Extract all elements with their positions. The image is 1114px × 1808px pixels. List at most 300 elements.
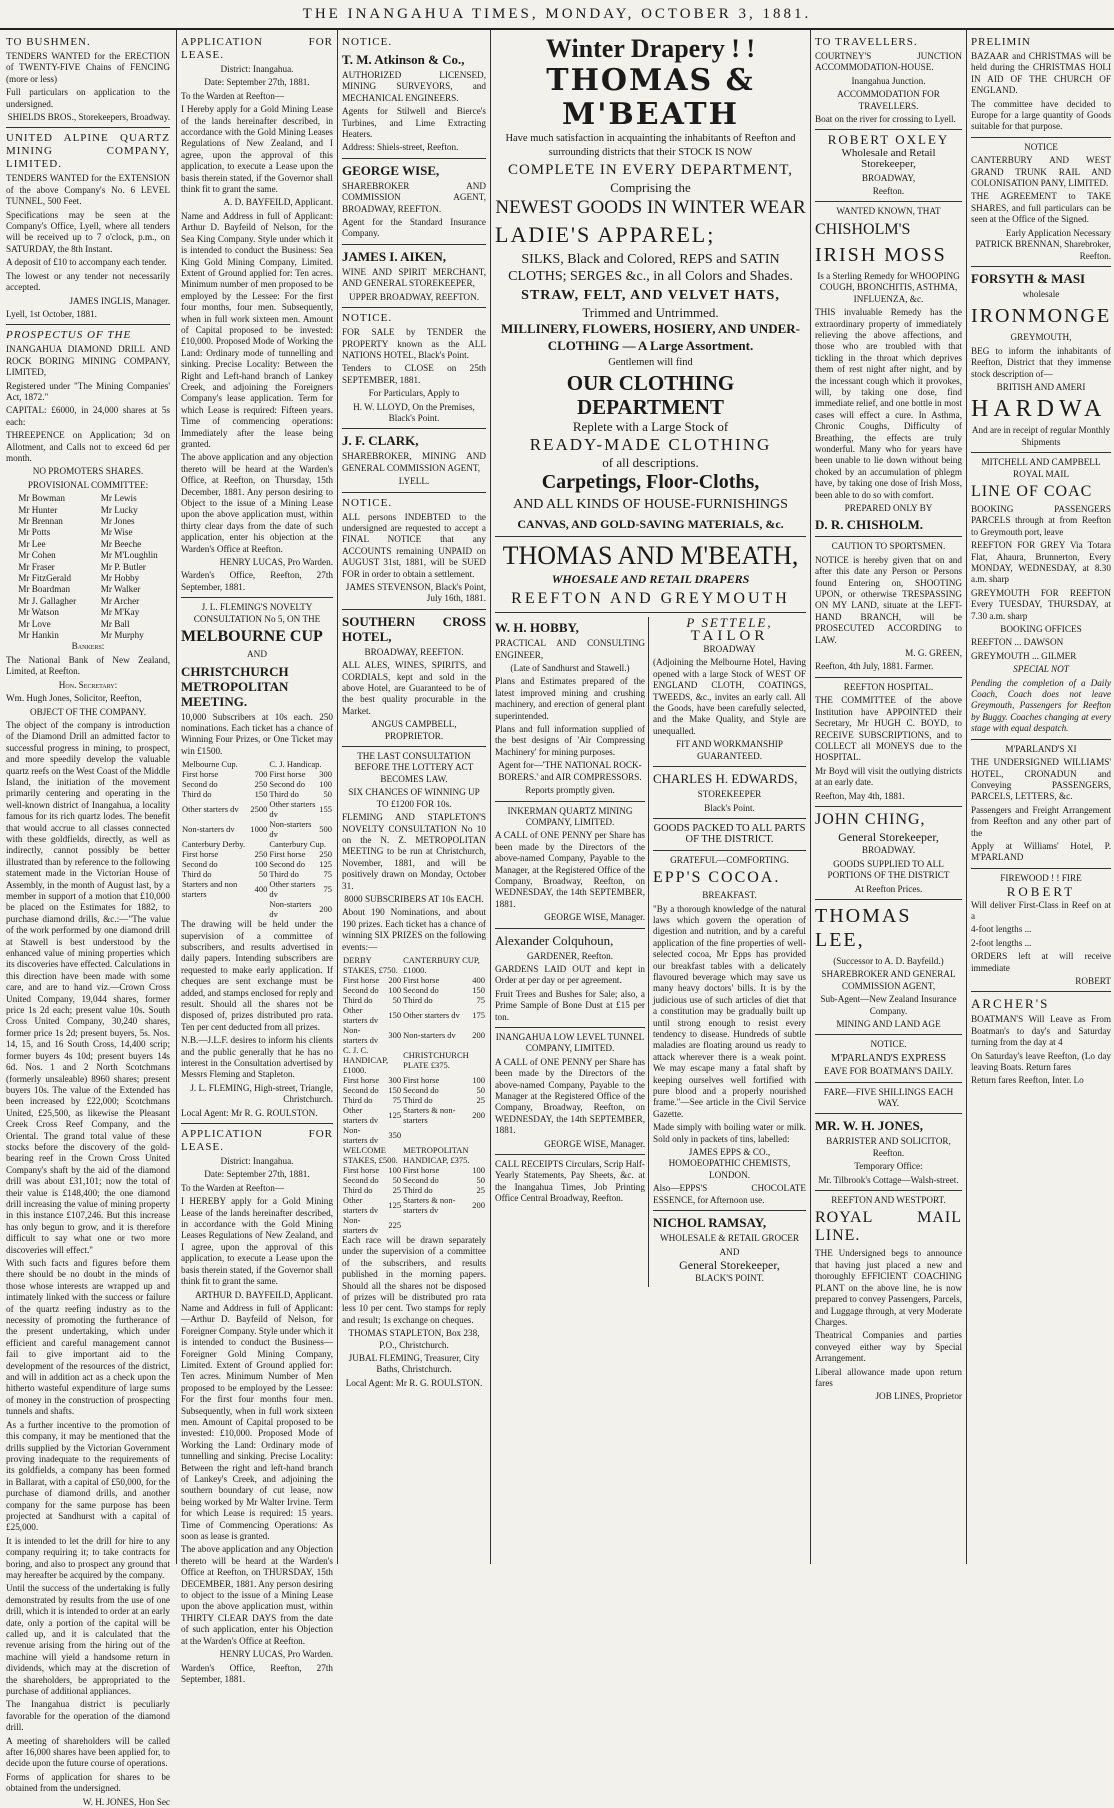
ad-text: PROVISIONAL COMMITTEE: <box>27 479 149 490</box>
ad-text: wholesale <box>1022 288 1060 299</box>
ad-text: EAVE FOR BOATMAN'S DAILY. <box>823 1066 954 1077</box>
ad-text: NO PROMOTERS SHARES. <box>32 466 144 477</box>
prize-row: Other starters dv 125 Starters & non-starters dv 200 <box>343 1194 485 1215</box>
ad-heading: OBJECT OF THE COMPANY. <box>29 706 147 717</box>
ad-heading: NOTICE. <box>342 496 393 509</box>
ad-body: GARDENS LAID OUT and kept in Order at per day or per agreement. <box>495 963 645 986</box>
ad-text: REEFTON AND GREYMOUTH <box>511 590 790 608</box>
ad-text: Reports promptly given. <box>525 785 615 796</box>
prize-table: Melbourne Cup. C. J. Handicap. First horse 700 First horse 300 Second do 250 Second do 100 Third do 150 Third do 50 Other starters dv 2500 Other starters dv 155 Non-starters dv 1000 Non-starters dv 500 Canterbury Derby. Canterbury Cup. First horse 250 First horse 250 Second do 100 Second do 125 Third do 50 Third do 75 Starters and non starters 400 Other starters dv 75 Non-starters dv 200 <box>182 759 332 920</box>
prize-row: Non-starters dv 350 <box>343 1124 402 1145</box>
ad-body: 10,000 Subscribers at 10s each. 250 nominations. Each ticket has a chance of Winning Four Prizes, or One Ticket may win £1500. <box>181 711 333 756</box>
ad-body: Forms of application for shares to be obtained from the undersigned. <box>6 1771 170 1794</box>
ad-title: THOMAS LEE, <box>815 904 912 951</box>
ad-heading: NOTICE. <box>342 36 393 48</box>
prize-row: First horse 300 First horse 100 <box>343 1074 485 1085</box>
ad-text: To the Warden at Reefton— <box>181 90 285 101</box>
ad-text: FIT AND WORKMANSHIP GUARANTEED. <box>676 739 783 761</box>
ad-body: Also—EPPS'S CHOCOLATE ESSENCE, for Afternoon use. <box>653 1183 806 1205</box>
prize-row: Second do 100 Second do 125 <box>182 859 332 870</box>
column-divider <box>337 30 338 1564</box>
ad-text: BLACK'S POINT. <box>695 1273 764 1284</box>
ad-headline: AND ALL KINDS OF HOUSE-FURNISHINGS <box>513 497 788 513</box>
ad-text: A deposit of £10 to accompany each tender. <box>6 257 167 268</box>
committee-member: Mr Murphy <box>100 630 144 641</box>
ad-heading: PRELIMIN <box>971 36 1031 48</box>
prize-row: First horse 700 First horse 300 <box>182 769 332 780</box>
ad-body: Pending the completion of a Daily Coach, Coach does not leave Greymouth, Passengers for Reefton by Buggy. Coaches changing at every stage with equal despatch. <box>971 677 1111 734</box>
ad-text: Wholesale and Retail Storekeeper, <box>841 146 936 171</box>
ad-body: Passengers and Freight Arrangement from Reefton and any other part of the <box>971 804 1111 838</box>
ad-signature: A. D. BAYFEILD, Applicant. <box>223 197 333 208</box>
prize-row: Second do 100 Second do 150 <box>343 984 485 995</box>
committee-member: Mr Love <box>18 618 51 629</box>
ad-title: Winter Drapery ! ! <box>545 34 756 63</box>
prize-row: Second do 150 Second do 50 <box>343 1084 485 1095</box>
ad-text: And are in receipt of regular Monthly Shipments <box>971 425 1111 447</box>
ad-text: Agent for—'THE NATIONAL ROCK-BORERS.' and AIR COMPRESSORS. <box>498 760 642 782</box>
ad-text: REEFTON ... DAWSON <box>971 637 1064 648</box>
committee-member: Mr Cohen <box>18 550 56 561</box>
ad-body: THE Undersigned begs to announce that having just placed a new and thoroughly EFFICIENT COACHING PLANT on the above line, he is now prepared to convey Passengers, Parcels, and Luggage through, at very Moderate Charges. <box>815 1248 962 1327</box>
ad-heading: TO TRAVELLERS. <box>815 36 918 48</box>
ad-body: THE AGREEMENT to TAKE SHARES, and full particulars can be seen at the Office of the Signed. <box>971 191 1111 225</box>
column-4 <box>495 34 806 1560</box>
ad-text: M'PARLAND'S EXPRESS <box>830 1052 947 1064</box>
sub-columns <box>495 617 806 1287</box>
ad-body: I Hereby apply for a Gold Mining Lease of the lands hereinafter described, in accordance with the Gold Mining Leases Regulations of New Zealand, and I agree, upon the approval of this application, to execute a Lease upon the basis therein stated, if the Governor shall think fit to grant the same. <box>181 104 333 195</box>
ad-text: Reefton. <box>872 186 905 197</box>
ad-body: Mr Boyd will visit the outlying districts at an early date. <box>815 765 962 788</box>
ad-headline: Carpetings, Floor-Cloths, <box>541 471 760 494</box>
ad-body: Apply at Williams' Hotel, P. M'PARLAND <box>971 840 1111 863</box>
ad-text: Gentlemen will find <box>608 356 693 368</box>
ad-signature: H. W. LLOYD, On the Premises, Black's Point. <box>353 401 475 423</box>
prize-row: First horse 250 First horse 250 <box>182 849 332 860</box>
ad-headline: LADIE'S APPAREL; <box>495 221 716 247</box>
committee-member: Mr Brennan <box>18 516 63 526</box>
ad-headline: COMPLETE IN EVERY DEPARTMENT, <box>507 162 794 178</box>
sub-column-left <box>495 617 649 1287</box>
ad-text: Wm. Hugh Jones, Solicitor, Reefton, <box>6 693 142 704</box>
ad-signature: ANGUS CAMPBELL, PROPRIETOR. <box>371 719 457 741</box>
ad-heading: FIREWOOD ! ! FIRE <box>1000 872 1082 883</box>
ad-body: The drawing will be held under the supervision of a committee of subscribers, and results advertised in daily papers. Intending subscribers are requested to make early application. If cheques are sent exchange must be added, and stamps enclosed for reply and result. Should all the shares not be disposed of, prizes distributed pro rata. Ten per cent deducted from all prizes. <box>181 919 333 1032</box>
ad-body: GREYMOUTH FOR REEFTON Every TUESDAY, THURSDAY, at 7.30 a.m. sharp <box>971 587 1111 621</box>
committee-member: Mr P. Butler <box>100 561 146 572</box>
ad-text: Replete with a Large Stock of <box>572 419 729 435</box>
ad-body: BEG to inform the inhabitants of Reefton, District that they immense stock description of— <box>971 345 1111 379</box>
committee-member: Mr Lewis <box>100 493 137 504</box>
committee-member: Mr FitzGerald <box>18 573 72 584</box>
ad-body: Agent for the Standard Insurance Company. <box>342 217 486 239</box>
sub-column-right <box>653 617 806 1287</box>
column-divider <box>490 30 491 1564</box>
ad-title: FORSYTH & MASI <box>971 270 1086 286</box>
ad-text: (Late of Sandhurst and Stawell.) <box>510 663 630 674</box>
ad-body: I HEREBY apply for a Gold Mining Lease of the lands hereinafter described, in accordance with the Gold Mining Leases Regulations of New Zealand, and I agree, upon the approval of this application, to execute a Lease upon the basis therein stated, if the Governor shall think fit to grant the same. <box>181 1196 333 1287</box>
ad-title: HARDWA <box>971 396 1107 423</box>
committee-member: Mr Ball <box>100 618 130 629</box>
committee-member: Mr Boardman <box>18 584 71 595</box>
ad-heading: APPLICATION FOR LEASE. <box>181 36 333 61</box>
column-3 <box>342 34 486 1560</box>
ad-body: With such facts and figures before them there should be no doubt in the minds of those whose interests are wrapped up and intimately linked with the success or failure of the quartz reefing industry as to the necessity of promoting the furtherance of the present undertaking, which under efficient and careful management cannot fail to give important aid to the development of the resources of the district, and will in addition act as a check upon the hitherto wasteful expenditure of large sums of money in the construction of prospecting tunnels and shafts. <box>6 1258 170 1417</box>
committee-member: Mr M'Kay <box>100 607 140 618</box>
committee-member: Mr Watson <box>18 607 59 618</box>
ad-body: A CALL of ONE PENNY per Share has been made by the Directors of the above-named Company, Payable to the Manager, at the Registered Office of the Company, Broadway, Reefton, on WEDNESDAY, the 14th SEPTEMBER, 1881. <box>495 830 645 909</box>
ad-title: J. F. CLARK, <box>342 433 419 449</box>
ad-text: CAPITAL: £6000, in 24,000 shares at 5s each: <box>6 405 170 427</box>
ad-text: Local Agent: Mr R. G. ROULSTON. <box>345 1377 483 1388</box>
ad-title: ARCHER'S <box>971 996 1050 1012</box>
ad-date: Lyell, 1st October, 1881. <box>6 308 97 319</box>
ad-title: TAILOR <box>690 627 769 644</box>
ad-text: Trimmed and Untrimmed. <box>582 304 719 320</box>
ad-heading: NOTICE. <box>870 1039 907 1050</box>
ad-body: FLEMING AND STAPLETON'S NOVELTY CONSULTATION No 10 on the N. Z. METROPOLITAN MEETING to be run at Christchurch, November, 1881, and will be positively drawn on Monday, October 31. <box>342 812 486 891</box>
ad-signature: JAMES INGLIS, Manager. <box>69 295 170 306</box>
ad-text: BOOKING OFFICES <box>1000 624 1082 635</box>
ad-signature: HENRY LUCAS, Pro Warden. <box>219 557 333 568</box>
ad-text: (Successor to A. D. Bayfeild.) <box>833 955 944 966</box>
committee-member: Mr Potts <box>18 527 51 538</box>
prize-row: Non-starters dv 300 Non-starters dv 200 <box>343 1024 485 1045</box>
ad-body: On Saturday's leave Reefton, (Lo day leaving Boats. Return fares <box>971 1050 1111 1073</box>
ad-body: About 190 Nominations, and about 190 prizes. Each ticket has a chance of winning SIX PRIZES on the following events:— <box>342 907 486 952</box>
ad-text: Address: Shiels-street, Reefton. <box>342 142 459 153</box>
ad-body: BOOKING PASSENGERS PARCELS through at from Reefton to Greymouth port, leave <box>971 503 1111 537</box>
ad-text: Boat on the river for crossing to Lyell. <box>815 114 956 125</box>
ad-title: ROBERT <box>1006 884 1076 900</box>
ad-text: FARE—FIVE SHILLINGS EACH WAY. <box>823 1086 954 1109</box>
committee-member: Mr Lee <box>18 538 46 549</box>
ad-signature: SHIELDS BROS., Storekeepers, Broadway. <box>7 112 170 123</box>
prize-row: Other starters dv 2500 Other starters dv 155 <box>182 799 332 820</box>
ad-headline: STRAW, FELT, AND VELVET HATS, <box>521 287 780 303</box>
ad-headline: MILLINERY, FLOWERS, HOSIERY, AND UNDER-CLOTHING — A Large Assortment. <box>501 320 800 353</box>
ad-heading: REEFTON AND WESTPORT. <box>831 1195 946 1206</box>
ad-text: GARDENER, Reefton. <box>527 950 613 961</box>
ad-heading: UNITED ALPINE QUARTZ MINING COMPANY, LIMITED. <box>6 132 170 171</box>
firm-name: THOMAS & M'BEATH <box>546 63 755 132</box>
prize-row: Other starters dv 150 Other starters dv 175 <box>343 1004 485 1025</box>
ad-body: It is intended to let the drill for hire to any company requiring it; to take contracts for boring, and also to prospect any ground that may hereafter be acquired by the company. <box>6 1535 170 1580</box>
column-divider <box>810 30 811 1564</box>
ad-headline: READY-MADE CLOTHING <box>529 434 772 454</box>
ad-signature: JOB LINES, Proprietor <box>875 1391 962 1402</box>
ad-text: GREYMOUTH ... GILMER <box>971 650 1077 661</box>
prize-row: Non-starters dv 1000 Non-starters dv 500 <box>182 819 332 840</box>
ad-signature: Early Application Necessary PATRICK BRENNAN, Sharebroker, Reefton. <box>975 227 1111 261</box>
ad-body: Fruit Trees and Bushes for Sale; also, a Prime Sample of Bone Dust at £15 per ton. <box>495 988 645 1022</box>
ad-title: SOUTHERN CROSS HOTEL, <box>342 613 486 644</box>
prize-row: Second do 250 Second do 100 <box>182 779 332 790</box>
ad-heading: SPECIAL NOT <box>1013 664 1069 675</box>
ad-text: Full particulars on application to the undersigned. <box>6 87 170 109</box>
ad-body: BAZAAR and CHRISTMAS will be held during the CHRISTMAS HOLI IN AID OF THE CHURCH OF ENGLAND. <box>971 51 1111 96</box>
ad-headline: OUR CLOTHING DEPARTMENT <box>566 371 735 420</box>
ad-date: Reefton, 4th July, 1881. Farmer. <box>815 661 934 672</box>
ad-body: NOTICE is hereby given that on and after this date any Person or Persons found Entering on, SHOOTING UPON, or otherwise TRESPASSING ON MY LAND, situate at the LEFT-HAND BRANCH, will be PROSECUTED ACCORDING to LAW. <box>815 554 962 645</box>
ad-text: Comprising the <box>610 180 691 195</box>
ad-body: A meeting of shareholders will be called after 16,000 shares have been applied for, to decide upon the future course of operations. <box>6 1735 170 1769</box>
ad-heading: SIX CHANCES OF WINNING UP TO £1200 FOR 10s. <box>348 787 480 809</box>
ad-body: THE COMMITTEE of the above Institution have APPOINTED their Secretary, Mr HUGH C. BOYD, to RECEIVE SUBSCRIPTIONS, and to COLLECT all MONEYS due to the HOSPITAL. <box>815 695 962 763</box>
committee-member: Mr Fraser <box>18 561 55 572</box>
ad-signature: W. H. JONES, Hon Sec <box>82 1796 170 1807</box>
ad-body: Name and Address in full of Applicant:—Arthur D. Bayfeild of Nelson, for Foreigner Company. Style under which it is intended to conduct the Business—Foreigner Gold Mining Company, Limited. Extent of Ground applied for: Ten acres. Minimum Number of Men proposed to be employed by the Lessee: For the first four months four men. Subsequently, when in full work sixteen men. Amount of Capital proposed to be invested: £10,000. Proposed Mode of Working the Land: Ordinary mode of tunnelling and sinking. Precise Locality: Between the right and left-hand branch of Lankey's Creek, and adjoining the southern boundary of cut lease, now being worked by Mr Walter Irvine. Term for which Lease is required: 15 years. Time of Commencing Operations: As soon as lease is granted. <box>181 1302 333 1542</box>
prize-row: Third do 75 Third do 25 <box>343 1094 485 1105</box>
ad-heading: Hon. Secretary: <box>58 679 118 690</box>
ad-text: Temporary Office: <box>854 1161 923 1172</box>
ad-body: CANTERBURY AND WEST GRAND TRUNK RAIL AND COLONISATION PANY, LIMITED. <box>971 155 1111 189</box>
ad-signature: JAMES EPPS & CO., HOMOEOPATHIC CHEMISTS, LONDON. <box>668 1147 791 1180</box>
ad-title: IRONMONGE <box>971 305 1112 328</box>
ad-body: The above application and any objection thereto will be heard at the Warden's Office, at Reefton, on Thursday, 15th December, 1881. Any person desiring to Object to the issue of a Mining Lease upon the above application must, within thirty clear days from the date of such application, enter his objection at the Warden's Office at Reefton. <box>181 452 333 554</box>
ad-text: 2-foot lengths ... <box>971 937 1032 948</box>
ad-body: ORDERS left at will receive immediate <box>971 951 1111 973</box>
ad-text: The lowest or any tender not necessarily accepted. <box>6 270 170 293</box>
ad-text: 8000 SUBSCRIBERS AT 10s EACH. <box>344 893 484 904</box>
ad-text: Local Agent: Mr R. G. ROULSTON. <box>181 1107 318 1118</box>
ad-text: MINING AND LAND AGE <box>836 1019 941 1029</box>
ad-title: MR. W. H. JONES, <box>815 1118 923 1134</box>
committee-member: Mr Hobby <box>100 573 140 584</box>
ad-text: For Particulars, Apply to <box>368 388 460 399</box>
prize-row: Non-starters dv 225 <box>343 1214 402 1235</box>
ad-text: Inangahua Junction. <box>851 75 926 86</box>
ad-body: Tenders to CLOSE on 25th SEPTEMBER, 1881. <box>342 363 486 385</box>
ad-body: WINE AND SPIRIT MERCHANT, AND GENERAL STOREKEEPER, <box>342 266 486 289</box>
ad-text: At Reefton Prices. <box>854 883 923 894</box>
prize-row: Starters and non starters 400 Other starters dv 75 <box>182 879 332 900</box>
ad-body: THE UNDERSIGNED WILLIAMS' HOTEL, CRONADUN and Conveying PASSENGERS, PARCELS, LETTERS, &c. <box>971 757 1111 802</box>
ad-body: The object of the company is introduction of the Diamond Drill an admitted factor to successful progress in mining, to prospect, and more speedily develop the valuable quartz reefs on the West Coast of the Middle Island, the initiation of the movement primarily centering and operating in the well-known district of Inangahua, a locality famous for its rich quartz lodes. The benefit that would accrue to all classes connected with these goldfields, directly, as well as indirectly, cannot possibly be better illustrated than by reference to the following statement made in the Victorian House of Assembly, in the month of August last, by a member in support of a motion that £10,000 be placed on the Estimates for 1882, to purchase diamond drills, &c.:—"The value of the work performed by one diamond drill at Stawell is best understood by the enhanced value of mining properties which its discoveries have effected. Calculations in this direction have been made with some care, and are to hand viz.—Crown Cross United Company, 19,044 shares, former price 1s 2d each; present value 10s. South Cross United Company, 30,240 shares, former price 1s 2d; present buyers, 5s. Nos. 14, 15, and 16 South Cross, 14,400 scrip; former buyers 4s 10d; present buyers 14s 6d. Nos. 1 and 2 North Scotchmans (formerly unsaleable) 8960 shares; present buyers 10s. The value of the Extended has been increased by £22,000; Scotchmans United, £25,500, as likewise the Pleasant Creek Cross Reef Company, and the Oriental. The grand total value of these stocks before the discovery of the gold-bearing reef in the Crown Cross United Company's shaft by the aid of the diamond drill was about £31,101; now the total of their value is £148,400; the one diamond drill increasing the value of mining property in this instance £107,246. But this increase has only begun to grow, and it is therefore difficult to say what one or two more discoveries will effect." <box>6 719 170 1255</box>
ad-body: N.B.—J.L.F. desires to inform his clients and the public generally that he has no interest in the Consultation advertised by Messrs Fleming and Stapleton. <box>181 1035 333 1080</box>
ad-text: AND <box>247 649 267 660</box>
ad-body: THIS invaluable Remedy has the extraordinary property of immediately relieving the above affections, and those who are troubled with that tickling in the throat which deprives them of rest night after night, and by the incessant cough which it provokes, will, by taking one dose, find immediate relief, and one bottle in most cases will effect a cure. In Asthma, Chronic Coughs, Difficulty of Breathing, the effects are truly wonderful. Many who for years have been unable to lie down without being choked by an accumulation of phlegm have, by taking one dose of Irish Moss, been able to do so with comfort. <box>815 307 962 500</box>
ad-body: (Adjoining the Melbourne Hotel, Having opened with a large Stock of WEST OF ENGLAND CLOTH, COATINGS, TWEEDS, &c., invites an early call. All the Goods, have been carefully selected, and the Make Quality, and Style are unequalled. <box>653 657 806 736</box>
ad-heading: INANGAHUA LOW LEVEL TUNNEL COMPANY, LIMITED. <box>495 1032 645 1054</box>
ad-text: of all descriptions. <box>602 454 699 470</box>
ad-body: Plans and Estimates prepared of the latest improved mining and crushing machinery, and erection of general plant superintended. <box>495 676 645 721</box>
committee-list <box>6 493 170 641</box>
ad-text: SHAREBROKER AND GENERAL COMMISSION AGENT, <box>821 969 956 991</box>
prize-row: First horse 100 First horse 100 <box>343 1164 485 1175</box>
ad-body: Will deliver First-Class in Reef on at a <box>971 899 1111 921</box>
ad-text: SILKS, Black and Colored, REPS and SATIN CLOTHS; SERGES &c., in all Colors and Shades. <box>508 251 793 284</box>
column-5 <box>815 34 962 1560</box>
ad-body: Name and Address in full of Applicant: Arthur D. Bayfeild of Nelson, for the Sea King Company. Style under which it is intended to conduct the Business: Sea King Gold Mining Company, Limited. Extent of Ground applied for: Ten acres. Minimum number of men proposed to be employed by the Lessee: For the first four months, four men. Subsequently, when in full work sixteen men. Amount of Capital proposed to be invested: £10,000. Proposed Mode of Working the Land: Ordinary mode of tunnelling and sinking. Precise Locality: Between the Right and Left-hand branch of Lankey Creek, and adjoining the Foreigners Company's lease application. Term for which Lease is required: Fifteen years. Time of commencing operations: Immediately after the lease being granted. <box>181 210 333 449</box>
ad-headline: NEWEST GOODS IN WINTER WEAR <box>495 196 806 218</box>
ad-text: BREAKFAST. <box>702 890 757 901</box>
ad-date: Warden's Office, Reefton, 27th September, 1881. <box>181 570 333 592</box>
ad-text: TENDERS WANTED for the ERECTION of TWENTY-FIVE Chains of FENCING (more or less) <box>6 51 170 84</box>
column-2 <box>181 34 333 1684</box>
ad-signature: ROBERT <box>1075 976 1111 986</box>
ad-body: Plans and full information supplied of the best designs of 'Air Compressing Machinery' for mining purposes. <box>495 724 645 757</box>
ad-date: Warden's Office, Reefton, 27th September, 1881. <box>181 1662 333 1684</box>
ad-text: General Storekeeper, <box>679 1257 780 1272</box>
ad-heading: PROSPECTUS OF THE <box>6 329 132 342</box>
prize-row: Non-starters dv 200 <box>269 899 332 920</box>
committee-member: Mr Hunter <box>18 504 58 515</box>
ad-body: The committee have decided to Europe for a large quantity of Goods suitable for that purpose. <box>971 98 1111 132</box>
ad-body: Theatrical Companies and parties conveyed either way by Special Arrangement. <box>815 1330 962 1364</box>
ad-text: GREYMOUTH, <box>1010 332 1072 343</box>
ad-body: FOR SALE by TENDER the PROPERTY known as the ALL NATIONS HOTEL, Black's Point. <box>342 327 486 360</box>
committee-member: Mr M'Loughlin <box>100 550 158 561</box>
ad-text: TENDERS WANTED for the EXTENSION of the above Company's No. 6 LEVEL TUNNEL, 500 Feet. <box>6 173 170 207</box>
ad-text: BROADWAY, REEFTON. <box>364 646 464 657</box>
ad-text: Is a Sterling Remedy for WHOOPING COUGH, BRONCHITIS, ASTHMA, INFLUENZA, &c. <box>817 270 960 304</box>
ad-title: CHISHOLM'S <box>815 220 911 238</box>
ad-body: The above application and any Objection thereto will be heard at the Warden's Office at Reefton, on THURSDAY, 15th DECEMBER, 1881. Any person desiring to object to the issue of a Mining Lease upon the above application must, within THIRTY CLEAR DAYS from the date of such application, enter his Objection at the Warden's Office at Reefton. <box>181 1544 333 1646</box>
ad-title: Alexander Colquhoun, <box>495 932 614 948</box>
ad-text: THREEPENCE on Application; 3d on Allotment, and Calls not to exceed 6d per month. <box>6 430 170 463</box>
prize-row: Third do 50 Third do 75 <box>343 994 485 1005</box>
ad-text: Sub-Agent—New Zealand Insurance Company. <box>820 994 957 1016</box>
ad-body: A CALL of ONE PENNY per Share has been made by the Directors of the above-named Company, Payable to the Manager at the Registered Office of the Company, Broadway, Reefton, on WEDNESDAY, the 14th SEPTEMBER, 1881. <box>495 1056 645 1136</box>
ad-body: ALL persons INDEBTED to the undersigned are requested to accept a FINAL NOTICE that any ACCOUNTS remaining UNPAID on AUGUST 31st, 1881, will be SUED FOR in order to obtain a settlement. <box>342 511 486 579</box>
ad-text: The National Bank of New Zealand, Limited, at Reefton. <box>6 654 170 677</box>
committee-member: Mr Jones <box>100 516 135 526</box>
ad-body: SHAREBROKER AND COMMISSION AGENT, BROADWAY, REEFTON. <box>342 180 486 214</box>
ad-text: WHOESALE AND RETAIL DRAPERS <box>551 572 750 587</box>
ad-signature: M. G. GREEN, <box>905 648 962 659</box>
ad-signature: GEORGE WISE, Manager. <box>544 1138 645 1149</box>
column-1 <box>6 34 170 1807</box>
ad-text: Date: September 27th, 1881. <box>204 1169 310 1180</box>
ad-body: Each race will be drawn separately under the supervision of a committee of the subscribers, and results published in the morning papers. Should all the shares not be disposed of prizes will be distributed pro rata less 10 per cent. Two stamps for reply and result; 1s exchange on cheques. <box>342 1234 486 1325</box>
ad-text: UPPER BROADWAY, REEFTON. <box>348 291 479 302</box>
committee-member: Mr Hankin <box>18 630 59 641</box>
prize-row: Third do 50 Third do 75 <box>182 869 332 880</box>
ad-heading: WANTED KNOWN, THAT <box>836 206 941 217</box>
ad-signature: GEORGE WISE, Manager. <box>544 912 645 923</box>
ad-text: General Storekeeper, <box>838 829 939 844</box>
column-6 <box>971 34 1111 1560</box>
prize-row: Other starters dv 125 Starters & non-starters 200 <box>343 1104 485 1125</box>
ad-text: PREPARED ONLY BY <box>844 503 933 513</box>
ad-body: Return fares Reefton, Inter. Lo <box>971 1075 1084 1086</box>
ad-title: W. H. HOBBY, <box>495 620 579 636</box>
ad-heading: NOTICE. <box>342 312 393 325</box>
ad-text: BROADWAY, <box>861 172 916 183</box>
prize-row: Third do 25 Third do 25 <box>343 1184 485 1195</box>
ad-signature: D. R. CHISHOLM. <box>815 517 923 533</box>
committee-member: Mr J. Gallagher <box>18 595 77 606</box>
ad-body: As a further incentive to the promotion of this company, it may be mentioned that the drills supplied by the Victorian Government proving inadequate to the requirements of its goldfields, a company has been formed in Ballarat, with a capital of £50,000, for the purchase of diamond drills, and another company for the same purpose has been projected at Sandhurst with a capital of £25,000. <box>6 1419 170 1533</box>
column-divider <box>176 30 177 1564</box>
ad-title: NICHOL RAMSAY, <box>653 1215 767 1231</box>
ad-title: EPP'S COCOA. <box>653 869 781 887</box>
ad-text: Black's Point. <box>704 802 755 813</box>
prize-row: Third do 150 Third do 50 <box>182 789 332 800</box>
ad-body: Liberal allowance made upon return fares <box>815 1366 962 1388</box>
ad-heading: Bankers: <box>71 641 105 652</box>
ad-heading: CAUTION TO SPORTSMEN. <box>831 541 946 552</box>
ad-body: ALL ALES, WINES, SPIRITS, and CORDIALS, kept and sold in the above Hotel, are Guaranteed to be of the best quality procurable in the Market. <box>342 660 486 716</box>
ad-signature: HENRY LUCAS, Pro Warden. <box>219 1649 333 1660</box>
ad-text: LYELL. <box>398 476 430 487</box>
ad-body: Agents for Stilwell and Bierce's Turbines, and Lime Extracting Heaters. <box>342 106 486 140</box>
ad-heading: TO BUSHMEN. <box>6 36 91 48</box>
ad-text: Specifications may be seen at the Company's Office, Lyell, where all tenders will be received up to 7 o'clock, p.m., on SATURDAY, the 8th Instant. <box>6 209 170 254</box>
ad-title: ROBERT OXLEY <box>827 132 950 148</box>
ad-text: BROADWAY. <box>861 845 916 856</box>
ad-title: IRISH MOSS <box>815 243 947 266</box>
ad-text: BRITISH AND AMERI <box>996 381 1086 392</box>
ad-text: WHOLESALE & RETAIL GROCER <box>659 1233 800 1244</box>
ad-title: GEORGE WISE, <box>342 162 440 178</box>
ad-body: REEFTON FOR GREY Via Totara Flat, Ahaura, Brunnerton, Every MONDAY, WEDNESDAY, at 8.30 a.m. sharp <box>971 540 1111 585</box>
ad-signature: JUBAL FLEMING, Treasurer, City Baths, Christchurch. <box>348 1353 480 1375</box>
ad-heading: M'PARLAND'S XI <box>1005 743 1077 754</box>
ad-heading: NOTICE <box>1024 141 1058 152</box>
ad-title: MELBOURNE CUP <box>181 628 323 646</box>
prize-row: Second do 50 Second do 50 <box>343 1174 485 1185</box>
ad-heading: MITCHELL AND CAMPBELL ROYAL MAIL <box>981 457 1101 479</box>
masthead: THE INANGAHUA TIMES, MONDAY, OCTOBER 3, 1881. <box>0 0 1114 30</box>
ad-text: To the Warden at Reefton— <box>181 1182 285 1193</box>
ad-headline: CANVAS, AND GOLD-SAVING MATERIALS, &c. <box>517 517 784 532</box>
ad-text: GOODS SUPPLIED TO ALL PORTIONS OF THE DISTRICT <box>827 858 950 881</box>
ad-body: Until the success of the undertaking is fully demonstrated by results from the use of one drill, which it is intended to order at an early date, only a portion of the capital will be called up, and it is calculated that the revenue arising from the hiring out of the machine will yield a handsome return in dividends, which may at the discretion of the shareholders, be appropriated to the purchase of additional appliances. <box>6 1583 170 1697</box>
ad-title: LINE OF COAC <box>971 482 1093 500</box>
ad-heading: J. L. FLEMING'S NOVELTY CONSULTATION No 5, ON THE <box>193 602 321 624</box>
ad-body: SHAREBROKER, MINING AND GENERAL COMMISSION AGENT, <box>342 451 486 473</box>
committee-member: Mr Walker <box>100 584 141 595</box>
ad-text: GRATEFUL—COMFORTING. <box>670 854 789 865</box>
ad-signature: ARTHUR D. BAYFEILD, Applicant. <box>195 1289 333 1300</box>
firm-name: THOMAS AND M'BEATH, <box>502 541 799 571</box>
ad-title: CHARLES H. EDWARDS, <box>653 771 798 787</box>
ad-heading: INKERMAN QUARTZ MINING COMPANY, LIMITED. <box>507 805 633 827</box>
ad-title: JOHN CHING, <box>815 810 926 828</box>
ad-signature: THOMAS STAPLETON, Box 238, P.O., Christchurch. <box>348 1328 480 1350</box>
ad-text: District: Inangahua. <box>220 64 294 74</box>
prize-row: First horse 200 First horse 400 <box>343 974 485 985</box>
ad-title: ROYAL MAIL LINE. <box>815 1209 962 1245</box>
ad-body: AUTHORIZED LICENSED, MINING SURVEYORS, and MECHANICAL ENGINEERS. <box>342 70 486 103</box>
ad-title: JAMES I. AIKEN, <box>342 248 447 264</box>
ad-text: AND <box>719 1246 740 1257</box>
column-divider <box>966 30 967 1564</box>
ad-body: CALL RECEIPTS Circulars, Scrip Half-Yearly Statements, Pay Sheets, &c. at the Inangahua Times, Job Printing Office Central Broadway, Reefton. <box>495 1159 645 1204</box>
ad-text: BROADWAY <box>703 644 756 655</box>
prize-table: DERBY STAKES, £750. CANTERBURY CUP, £1000. First horse 200 First horse 400 Second do 100 Second do 150 Third do 50 Third do 75 Other starters dv 150 Other starters dv 175 Non-starters dv 300 Non-starters dv 200 C. J. C. HANDICAP, £1000. CHRISTCHURCH PLATE £375. First horse 300 First horse 100 Second do 150 Second do 50 Third do 75 Third do 25 Other starters dv 125 Starters & non-starters 200 Non-starters dv 350 WELCOME STAKES, £500. METROPOLITAN HANDICAP, £375. First horse 100 First horse 100 Second do 50 Second do 50 Third do 25 Third do 25 Other starters dv 125 Starters & non-starters dv 200 Non-starters dv 225 <box>343 954 485 1235</box>
ad-text: PRACTICAL AND CONSULTING ENGINEER, <box>495 638 645 660</box>
committee-member: Mr Wise <box>100 527 133 538</box>
ad-body: The Inangahua district is peculiarly favorable for the operation of the diamond drill. <box>6 1699 170 1733</box>
ad-heading: THE LAST CONSULTATION BEFORE THE LOTTERY ACT BECOMES LAW. <box>354 751 474 784</box>
ad-title: T. M. Atkinson & Co., <box>342 52 465 67</box>
ad-text: ACCOMMODATION FOR TRAVELLERS. <box>837 89 940 111</box>
ad-date: Reefton, May 4th, 1881. <box>815 790 905 801</box>
ad-text: STOREKEEPER <box>697 789 762 800</box>
ad-text: Have much satisfaction in acquainting the inhabitants of Reefton and surrounding districts that their STOCK IS NOW <box>505 133 796 158</box>
ad-text: Date: September 27th, 1881. <box>204 77 310 88</box>
ad-text: District: Inangahua. <box>220 1156 294 1167</box>
committee-member: Mr Lucky <box>100 504 138 515</box>
ad-body: COURTNEY'S JUNCTION ACCOMMODATION-HOUSE. <box>815 51 962 73</box>
ad-text: BARRISTER AND SOLICITOR, Reefton. <box>826 1136 951 1158</box>
ad-text: Mr. Tilbrook's Cottage—Walsh-street. <box>818 1174 959 1185</box>
ad-heading: REEFTON HOSPITAL. <box>843 681 934 692</box>
committee-member: Mr Archer <box>100 595 140 606</box>
